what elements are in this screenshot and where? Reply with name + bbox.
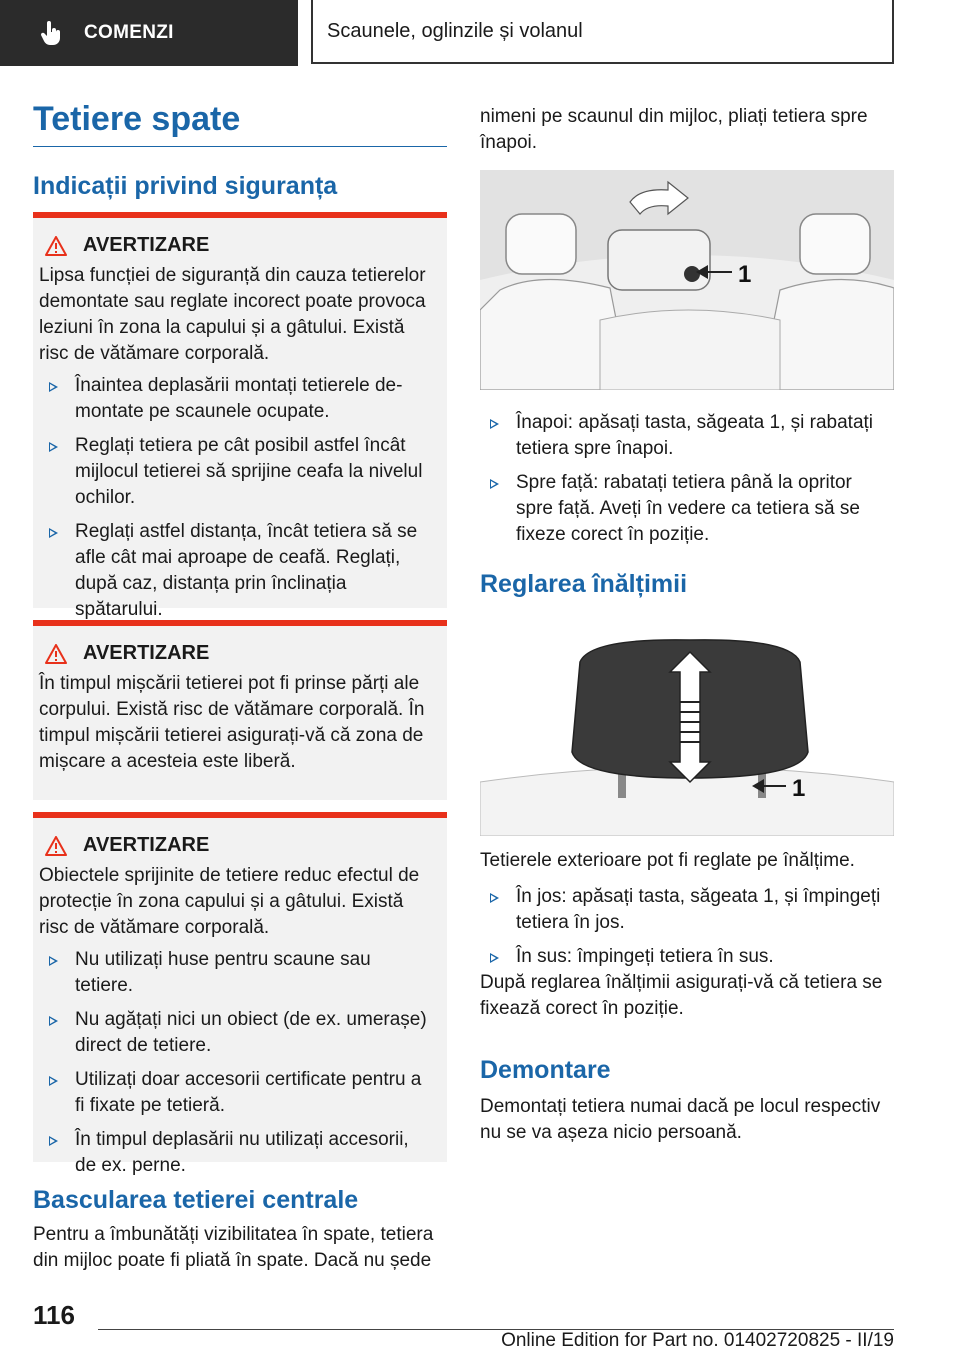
section-heading-demontare: Demontare <box>480 1056 611 1084</box>
list-item: În sus: împingeți tetiera în sus. <box>480 944 894 970</box>
bullet-triangle-icon <box>49 1016 58 1026</box>
figure-callout-1: 1 <box>738 261 752 288</box>
list-item: În timpul deplasării nu utilizați accesorii, de ex. perne. <box>39 1127 433 1179</box>
height-steps-list <box>480 884 894 978</box>
hand-pointer-icon <box>40 21 62 45</box>
warning-triangle-icon <box>45 236 67 256</box>
section-heading-reglare: Reglarea înălțimii <box>480 570 688 598</box>
page-number: 116 <box>33 1300 75 1330</box>
list-item: Nu utilizați huse pentru scaune sau tetiere. <box>39 947 433 999</box>
warning-label: AVERTIZARE <box>83 234 210 256</box>
headrest-fold-image <box>480 170 894 390</box>
list-item: Utilizați doar accesorii certificate pentru a fi fixate pe tetieră. <box>39 1067 433 1119</box>
figure-callout-1: 1 <box>792 775 806 802</box>
headrest-fold-illustration <box>480 170 894 390</box>
list-item: În jos: apăsați tasta, săgeata 1, și împingeți tetiera în jos. <box>480 884 894 936</box>
bullet-triangle-icon <box>490 479 499 489</box>
section-heading-basculare: Bascularea tetierei centrale <box>33 1186 359 1214</box>
bullet-triangle-icon <box>49 528 58 538</box>
list-item: Reglați tetiera pe cât posibil astfel încât mijlocul tetierei să sprijine ceafa la nivelul ochilor. <box>39 433 433 511</box>
reglare-text: Tetierele exterioare pot fi reglate pe înălțime. <box>480 850 855 871</box>
list-item: Spre față: rabatați tetiera până la opritor spre față. Aveți în vedere ca tetiera să se fixeze corect în poziție. <box>480 470 894 548</box>
warning-triangle-icon <box>45 836 67 856</box>
warning-label: AVERTIZARE <box>83 834 210 856</box>
chapter-tab-label: COMENZI <box>84 22 174 43</box>
safety-subtitle: Indicații privind siguranța <box>33 172 338 200</box>
warning-box-1 <box>33 212 447 620</box>
fold-steps-list <box>480 410 894 556</box>
warning-triangle-icon <box>45 644 67 664</box>
list-item: Nu agățați nici un obiect (de ex. umerașe) direct de tetiere. <box>39 1007 433 1059</box>
bullet-triangle-icon <box>49 442 58 452</box>
page-title: Tetiere spate <box>33 100 241 138</box>
intro-text: nimeni pe scaunul din mijloc, pliați tetiera spre înapoi. <box>480 106 868 153</box>
bullet-triangle-icon <box>49 1076 58 1086</box>
warning-list <box>39 947 433 1179</box>
list-item: Reglați astfel distanța, încât tetiera să se afle cât mai aproape de ceafă. Reglați, după caz, distanța prin înclinația spătarului. <box>39 519 433 623</box>
headrest-height-image <box>480 632 894 836</box>
title-rule <box>33 146 447 147</box>
warning-box-2 <box>33 620 447 800</box>
warning-text: În timpul mișcării tetierei pot fi prinse părți ale corpului. Există risc de vătămare corporală. În timpul mișcării tetierei asigurați-vă că zona de mișcare a acesteia este liberă. <box>39 673 425 772</box>
bullet-triangle-icon <box>490 953 499 963</box>
bullet-triangle-icon <box>49 382 58 392</box>
demontare-text: Demontați tetiera numai dacă pe locul respectiv nu se va așeza nicio persoană. <box>480 1096 881 1143</box>
list-item: Înapoi: apăsați tasta, săgeata 1, și rabatați tetiera spre înapoi. <box>480 410 894 462</box>
edition-text: Online Edition for Part no. 01402720825 - II/19 <box>501 1330 894 1351</box>
list-item: Înaintea deplasării montați tetierele demontate pe scaunele ocupate. <box>39 373 433 425</box>
headrest-height-illustration <box>480 632 894 836</box>
basculare-text: Pentru a îmbunătăți vizibilitatea în spate, tetiera din mijloc poate fi pliată în spate. Dacă nu șede <box>33 1224 434 1271</box>
bullet-triangle-icon <box>49 956 58 966</box>
bullet-triangle-icon <box>490 419 499 429</box>
warning-box-3 <box>33 812 447 1176</box>
warning-list <box>39 373 433 623</box>
bullet-triangle-icon <box>49 1136 58 1146</box>
warning-label: AVERTIZARE <box>83 642 210 664</box>
warning-text: Obiectele sprijinite de tetiere reduc efectul de protecție în zona capului și a gâtului. Există risc de vătămare corporală. <box>39 865 420 938</box>
warning-text: Lipsa funcției de siguranță din cauza tetierelor demontate sau reglate incorect poate provoca leziuni în zona la capului și a gâtului. Există risc de vătămare corporală. <box>39 265 426 364</box>
section-header: Scaunele, oglinzile și volanul <box>311 0 894 64</box>
bullet-triangle-icon <box>490 893 499 903</box>
reglare-after-text: După reglarea înălțimii asigurați-vă că tetiera se fixează corect în poziție. <box>480 972 883 1019</box>
chapter-tab[interactable] <box>0 0 298 66</box>
